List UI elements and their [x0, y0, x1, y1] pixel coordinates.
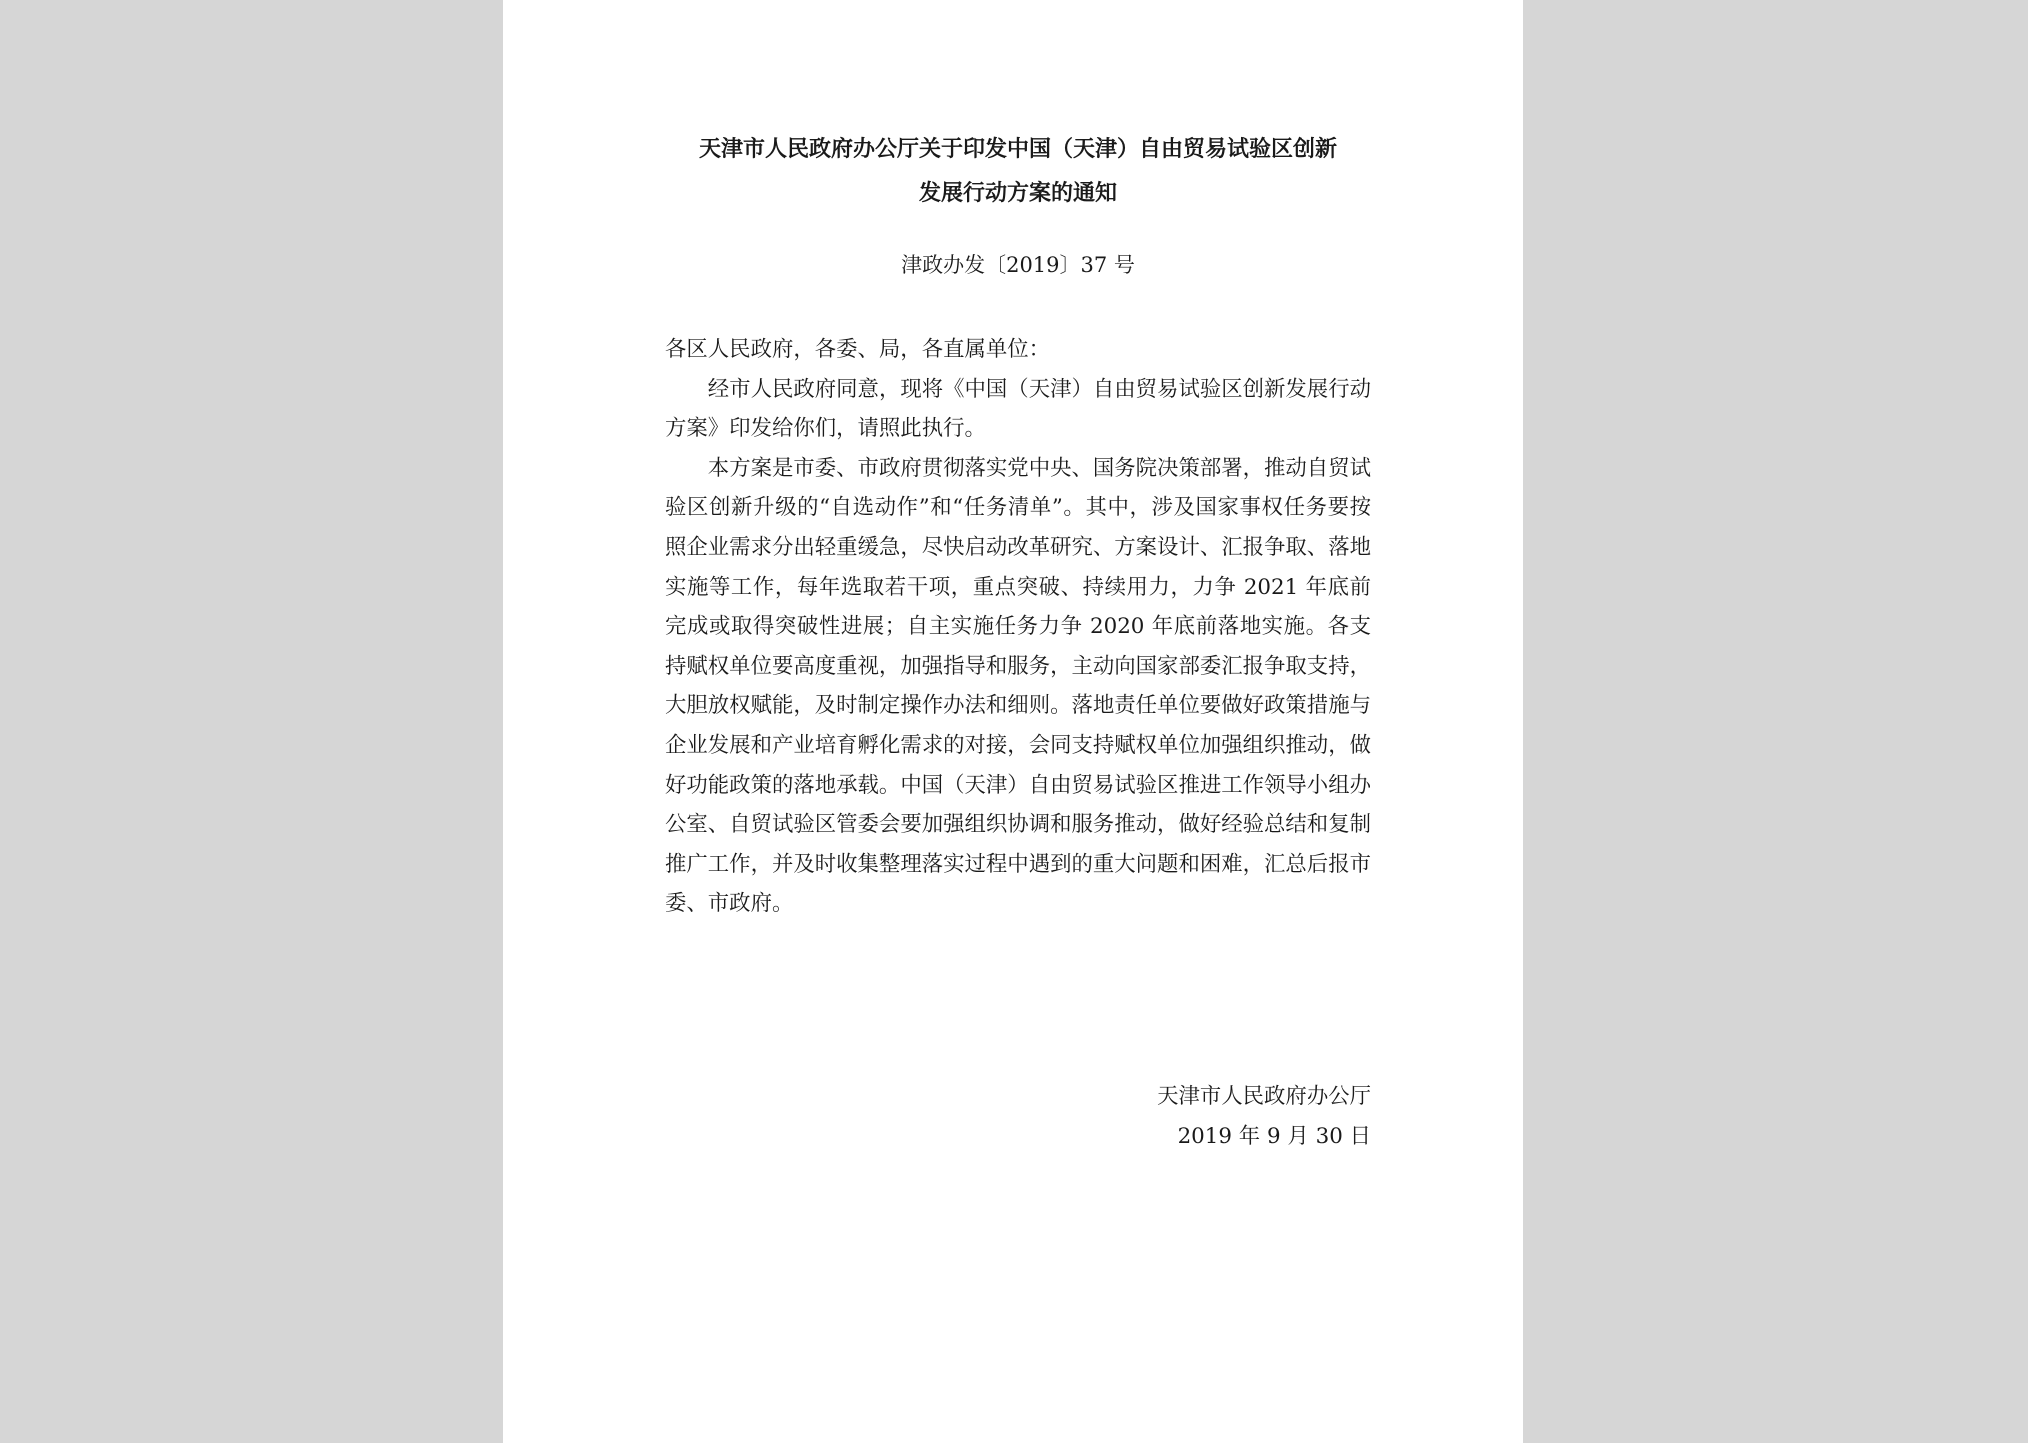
paragraph-2: 本方案是市委、市政府贯彻落实党中央、国务院决策部署，推动自贸试验区创新升级的“自选动作”和“任务清单”。其中，涉及国家事权任务要按照企业需求分出轻重缓急，尽快启动改革研究、方案设计、汇报争取、落地实施等工作，每年选取若干项，重点突破、持续用力，力争 2021 年底前完成或取得突破性进展；自主实施任务力争 2020 年底前落地实施。各支持赋权单位要高度重视，加强指导和服务，主动向国家部委汇报争取支持，大胆放权赋能，及时制定操作办法和细则。落地责任单位要做好政策措施与企业发展和产业培育孵化需求的对接，会同支持赋权单位加强组织推动，做好功能政策的落地承载。中国（天津）自由贸易试验区推进工作领导小组办公室、自贸试验区管委会要加强组织协调和服务推动，做好经验总结和复制推广工作，并及时收集整理落实过程中遇到的重大问题和困难，汇总后报市委、市政府。 [665, 455, 1371, 917]
document-title [665, 128, 1371, 216]
document-page [503, 0, 1523, 1443]
document-body [665, 330, 1371, 924]
title-line-2: 发展行动方案的通知 [918, 181, 1117, 206]
signature-block [665, 1077, 1371, 1156]
document-number: 津政办发〔2019〕37 号 [901, 253, 1135, 277]
signature-date: 2019 年 9 月 30 日 [1177, 1123, 1371, 1149]
paragraph-1: 经市人民政府同意，现将《中国（天津）自由贸易试验区创新发展行动方案》印发给你们，请照此执行。 [665, 376, 1371, 442]
title-line-1: 天津市人民政府办公厅关于印发中国（天津）自由贸易试验区创新 [698, 137, 1337, 162]
signature-organization: 天津市人民政府办公厅 [1157, 1084, 1371, 1109]
salutation: 各区人民政府，各委、局，各直属单位： [665, 337, 1051, 362]
